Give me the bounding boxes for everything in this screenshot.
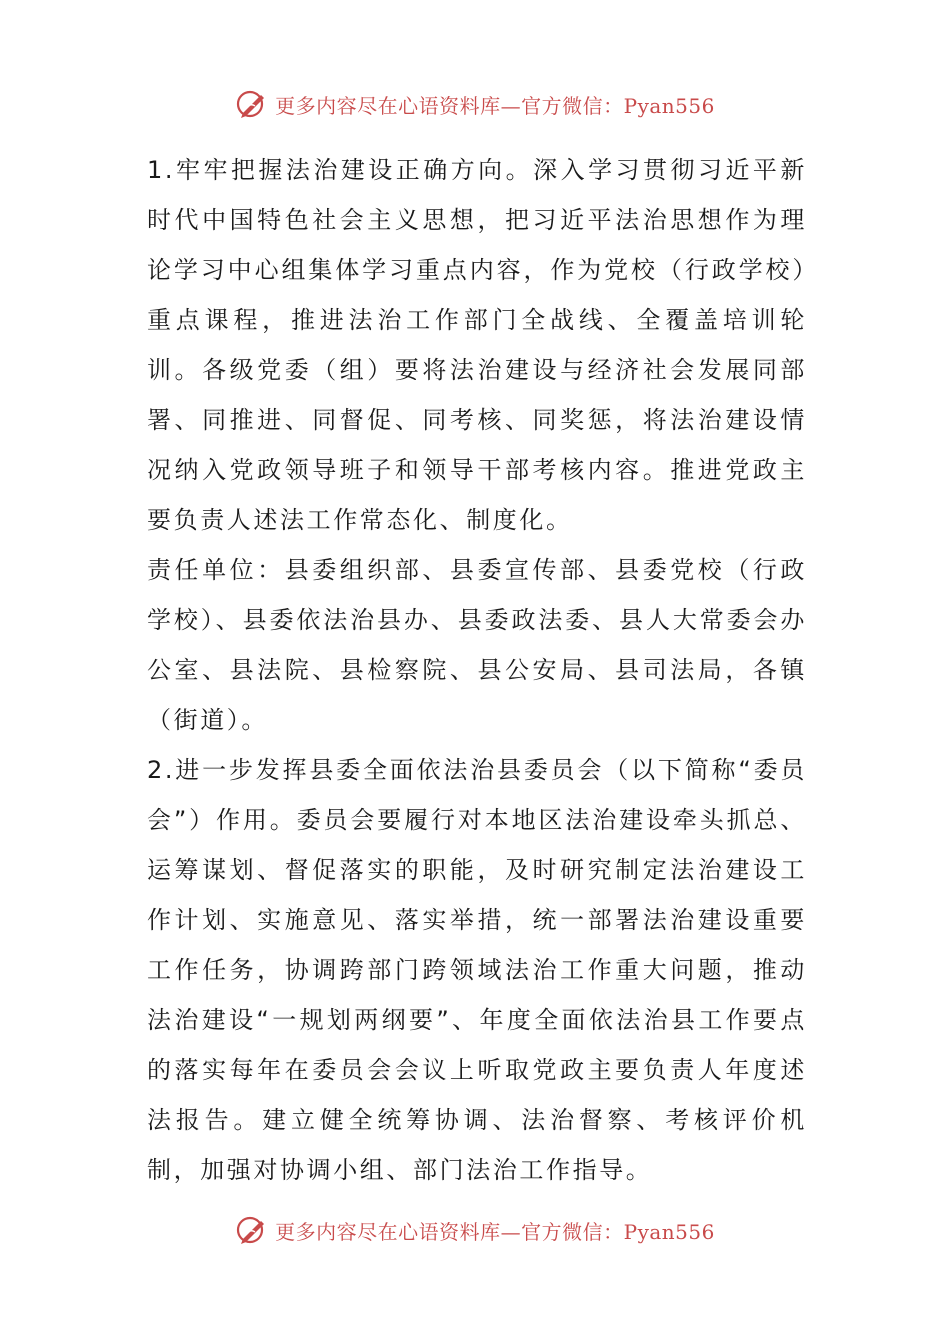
watermark-text: 更多内容尽在心语资料库—官方微信：Pyan556: [275, 93, 715, 118]
pen-circle-logo-icon: [235, 1213, 269, 1247]
paragraph-responsible-units: 责任单位：县委组织部、县委宣传部、县委党校（行政学校）、县委依法治县办、县委政法委、县人大常委会办公室、县法院、县检察院、县公安局、县司法局，各镇（街道）。: [147, 556, 807, 734]
pen-circle-logo-icon: [235, 87, 269, 121]
paragraph-item-1: 1.牢牢把握法治建设正确方向。深入学习贯彻习近平新时代中国特色社会主义思想，把习近平法治思想作为理论学习中心组集体学习重点内容，作为党校（行政学校）重点课程，推进法治工作部门全战线、全覆盖培训轮训。各级党委（组）要将法治建设与经济社会发展同部署、同推进、同督促、同考核、同奖惩，将法治建设情况纳入党政领导班子和领导干部考核内容。推进党政主要负责人述法工作常态化、制度化。: [147, 156, 807, 534]
watermark-banner-top: [0, 84, 950, 124]
watermark-text: 更多内容尽在心语资料库—官方微信：Pyan556: [275, 1219, 715, 1244]
document-body: [147, 145, 807, 1195]
paragraph-item-2: 2.进一步发挥县委全面依法治县委员会（以下简称“委员会”）作用。委员会要履行对本地区法治建设牵头抓总、运筹谋划、督促落实的职能，及时研究制定法治建设工作计划、实施意见、落实举措，统一部署法治建设重要工作任务，协调跨部门跨领域法治工作重大问题，推动法治建设“一规划两纲要”、年度全面依法治县工作要点的落实每年在委员会会议上听取党政主要负责人年度述法报告。建立健全统筹协调、法治督察、考核评价机制，加强对协调小组、部门法治工作指导。: [147, 756, 807, 1184]
watermark-banner-bottom: [0, 1210, 950, 1250]
